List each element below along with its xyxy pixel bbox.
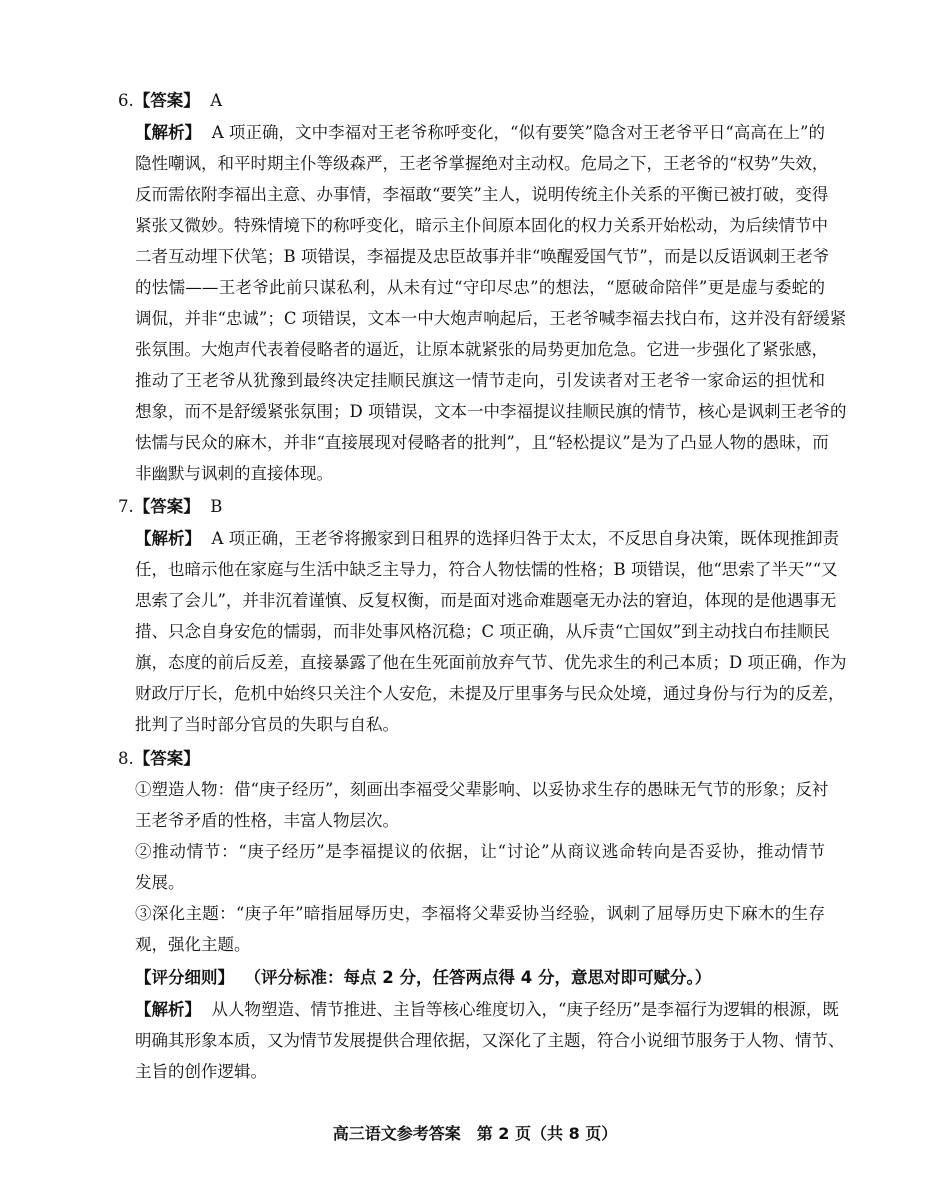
q8-analysis-line-1: 【解析】 从人物塑造、情节推进、主旨等核心维度切入，“庚子经历”是李福行为逻辑的根源，既 (135, 1000, 839, 1019)
q8-scoring-text: （评分标准：每点 2 分，任答两点得 4 分，意思对即可赋分。） (244, 968, 712, 987)
q6-analysis-line-12: 非幽默与讽刺的直接体现。 (135, 464, 333, 483)
q7-analysis-line-1: 【解析】 A 项正确，王老爷将搬家到日租界的选择归咎于太太，不反思自身决策，既体现推卸责 (135, 529, 840, 548)
q8-point-2-line-2: 发展。 (135, 873, 185, 892)
q7-number: 7. (118, 497, 134, 516)
q8-answer-tag: 【答案】 (133, 749, 200, 768)
q7-analysis-line-2: 任，也暗示他在家庭与生活中缺乏主导力，符合人物怯懦的性格；B 项错误，他“思索了半天”“又 (135, 560, 838, 579)
q7-analysis-tag: 【解析】 (135, 529, 201, 548)
q6-answer-tag: 【答案】 (133, 91, 200, 110)
q7-answer-value: B (210, 497, 223, 516)
q8-scoring-row (135, 968, 825, 988)
q8-point-3-line-1: ③深化主题：“庚子年”暗指屈辱历史，李福将父辈妥协当经验，讽刺了屈辱历史下麻木的生存 (135, 904, 825, 923)
q8-analysis-tag: 【解析】 (135, 1000, 201, 1019)
q6-analysis-line-8: 张氛围。大炮声代表着侵略者的逼近，让原本就紧张的局势更加危急。它进一步强化了紧张感， (135, 340, 828, 359)
q8-point-3-line-2: 观，强化主题。 (135, 935, 251, 954)
q8-point-2-line-1: ②推动情节：“庚子经历”是李福提议的依据，让“讨论”从商议逃命转向是否妥协，推动情节 (135, 842, 825, 861)
q8-point-1-line-2: 王老爷矛盾的性格，丰富人物层次。 (135, 811, 399, 830)
q6-analysis-line-6: 的怯懦——王老爷此前只谋私利，从未有过“守印尽忠”的想法，“愿破命陪伴”更是虚与委蛇的 (135, 278, 825, 297)
q6-analysis-line-7: 调侃，并非“忠诚”；C 项错误，文本一中大炮声响起后，王老爷喊李福去找白布，这并没有舒缓紧 (135, 309, 847, 328)
q8-analysis-line-3: 主旨的创作逻辑。 (135, 1062, 267, 1081)
q6-analysis-tag: 【解析】 (135, 123, 202, 142)
q6-number: 6. (118, 91, 134, 110)
page-footer: 高三语文参考答案 第 2 页（共 8 页） (332, 1124, 618, 1143)
q8-answer-row (118, 749, 200, 769)
q7-analysis-line-3: 思索了会儿”，并非沉着谨慎、反复权衡，而是面对逃命难题毫无办法的窘迫，体现的是他遇事无 (135, 591, 837, 610)
q6-analysis-line-11: 怯懦与民众的麻木，并非“直接展现对侵略者的批判”，且“轻松提议”是为了凸显人物的愚昧，而 (135, 433, 829, 452)
q6-analysis-line-5: 二者互动埋下伏笔；B 项错误，李福提及忠臣故事并非“唤醒爱国气节”，而是以反语讽刺王老爷 (135, 247, 830, 266)
q8-analysis-line-2: 明确其形象本质，又为情节发展提供合理依据，又深化了主题，符合小说细节服务于人物、情节、 (135, 1031, 845, 1050)
q6-analysis-line-10: 想象，而不是舒缓紧张氛围；D 项错误，文本一中李福提议挂顺民旗的情节，核心是讽刺王老爷的 (135, 402, 847, 421)
q7-answer-tag: 【答案】 (133, 497, 200, 516)
q7-analysis-line-4: 措、只念自身安危的懦弱，而非处事风格沉稳；C 项正确，从斥责“亡国奴”到主动找白布挂顺民 (135, 622, 830, 641)
q7-answer-row (118, 497, 222, 517)
q6-analysis-line-3: 反而需依附李福出主意、办事情，李福敢“要笑”主人，说明传统主仆关系的平衡已被打破，变得 (135, 185, 829, 204)
q6-answer-value: A (210, 91, 223, 110)
q6-answer-row (118, 91, 222, 111)
q6-analysis-line-9: 推动了王老爷从犹豫到最终决定挂顺民旗这一情节走向，引发读者对王老爷一家命运的担忧和 (135, 371, 825, 390)
q8-point-1-line-1: ①塑造人物：借“庚子经历”，刻画出李福受父辈影响、以妥协求生存的愚昧无气节的形象；反衬 (135, 780, 829, 799)
q6-analysis-line-4: 紧张又微妙。特殊情境下的称呼变化，暗示主仆间原本固化的权力关系开始松动，为后续情节中 (135, 216, 828, 235)
q7-analysis-line-6: 财政厅厅长，危机中始终只关注个人安危，未提及厅里事务与民众处境，通过身份与行为的反差， (135, 684, 845, 703)
q7-analysis-line-5: 旗，态度的前后反差，直接暴露了他在生死面前放弃气节、优先求生的利己本质；D 项正确，作为 (135, 653, 847, 672)
q8-scoring-tag: 【评分细则】 (135, 968, 234, 987)
q6-analysis-line-1: 【解析】 A 项正确，文中李福对王老爷称呼变化，“似有要笑”隐含对王老爷平日“高高在上”的 (135, 123, 825, 142)
q7-analysis-line-7: 批判了当时部分官员的失职与自私。 (135, 715, 399, 734)
q6-analysis-line-2: 隐性嘲讽，和平时期主仆等级森严，王老爷掌握绝对主动权。危局之下，王老爷的“权势”失效， (135, 154, 829, 173)
q8-number: 8. (118, 749, 134, 768)
